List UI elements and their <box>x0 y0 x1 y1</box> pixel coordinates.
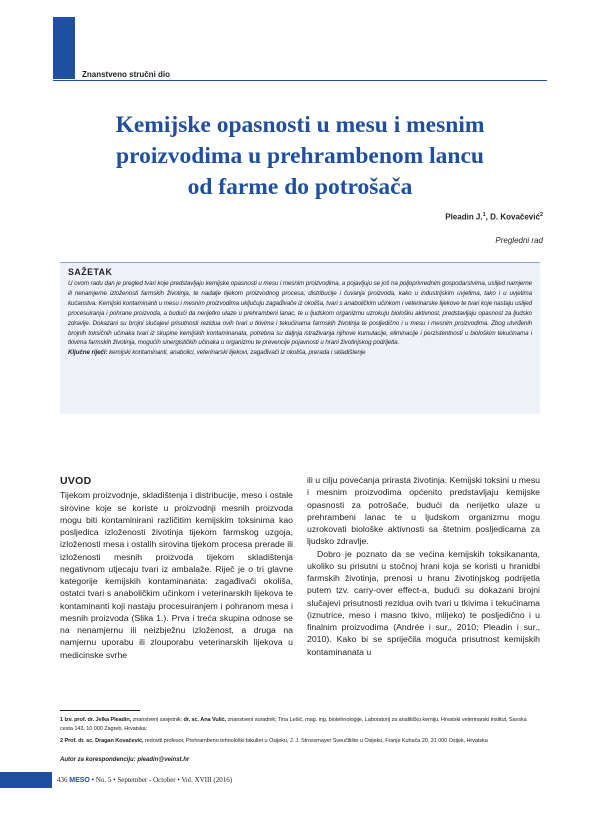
page-number: 436 <box>57 776 68 784</box>
footnote-rule <box>60 710 140 711</box>
paper-type: Pregledni rad <box>495 236 543 245</box>
keywords <box>68 348 532 358</box>
footnote-2 <box>60 737 540 746</box>
author-2: D. Kovačević <box>490 212 540 222</box>
journal-name: MESO <box>69 777 90 784</box>
title-line: Kemijske opasnosti u mesu i mesnim <box>115 112 485 138</box>
corresponding-author: Autor za korespondenciju: pleadin@veinst.hr <box>60 757 190 763</box>
issue-info: • No. 5 • September - October • Vol. XVIII (2016) <box>89 776 233 784</box>
keywords-label: Ključne riječi: <box>68 349 108 357</box>
body-column-left <box>60 474 293 661</box>
footer-accent-bar <box>0 772 52 788</box>
title-line: proizvodima u prehrambenom lancu <box>116 143 484 169</box>
author-separator: , <box>485 212 491 222</box>
abstract-text: U ovom radu dan je pregled tvari koje predstavljaju kemijske opasnosti u mesu i mesnim proizvodima, a pojavljuju se još na poljoprivrednim gospodarstvima, uslijed namjerne ili nenamjerne izloženosti farmskih životinja, te nadalje tijekom proizvodnog procesa, distribucije i čuvanja proizvoda, kako u industrijskim uvjetima, tako i u uvjetima kućanstva. Kemijski kontaminanti u mesu i mesnim proizvodima uključuju zagađivače iz okoliša, tvari s anaboličkim učinkom i veterinarske lijekove te tvari koje nastaju uslijed procesuiranja i pohrane proizvoda, a budući da nerijetko ulaze u prehrambeni lanac, te u ljudskom organizmu uzrokuju biološku aktivnost, predstavljaju opasnost za ljudsko zdravlje. Dokazani su brojni slučajevi prisutnosti rezidua ovih tvari u tkivima i tekućinama farmskih životinja te posljedično i u mesu i mesnim proizvodima. Zbog utvrđenih brojnih toksičnih učinaka tvari iz skupine kemijskih kontaminanata, potrebna su daljnja istraživanja njihove kumulacije, eliminacije i perzistentnosti u biološkim tekućinama i tkivima farmskih životinja, mogućih sinergističkih učinaka u organizmu te prevencije pojavnosti u hrani životinjskog podrijetla. <box>68 280 532 347</box>
paragraph: Dobro je poznato da se većina kemijskih toksikananta, ukoliko su prisutni u stočnoj hrani koja se koristi u hranidbi farmskih životinja, prenosi u hranu životinjskog podrijetla putem tzv. carry-over effect-a, budući su dokazani brojni slučajevi prisutnosti rezidua ovih tvari u tkivima i tekućinama (iznutrice, meso i masno tkivo, mlijeko) te posljedično i u finalnim proizvodima (Andrée i sur., 2010; Pleadin i sur., 2010). Kako bi se spriječila moguća prisutnost kemijskih kontaminanata u <box>307 548 540 657</box>
footnote-1-text: znanstveni savjetnik; <box>131 717 184 723</box>
header-accent-bar <box>53 17 75 79</box>
footnote-1-name: 1 Izv. prof. dr. Jelka Pleadin, <box>60 717 132 723</box>
keywords-list: kemijski kontaminanti, anabolici, veterinarski lijekovi, zagađivači iz okoliša, prerada i skladištenje <box>107 349 366 357</box>
header-rule <box>53 80 547 81</box>
author-1: Pleadin J. <box>445 212 483 222</box>
title-line: od farme do potrošača <box>187 174 413 200</box>
author-1-affiliation: 1 <box>482 212 486 218</box>
footnote-1-name-2: dr. sc. Ana Vulić, <box>183 717 227 723</box>
page-footer <box>57 776 232 784</box>
author-2-affiliation: 2 <box>539 212 543 218</box>
footnote-2-name: 2 Prof. dr. sc. Dragan Kovačević, <box>60 738 144 744</box>
section-heading: UVOD <box>60 475 92 487</box>
paragraph: Tijekom proizvodnje, skladištenja i distribucije, meso i ostale sirovine koje se koriste u proizvodnji mesnih proizvoda mogu biti kontaminirani različitim kemijskim toksinima kao posljedica izloženosti životinja tijekom farmskog uzgoja, izloženosti mesa i ostalih sirovina tijekom procesa prerade ili izloženosti mesnih proizvoda tijekom skladištenja negativnom utjecaju tvari iz ambalaže. Riječ je o tri glavne kategorije kemijskih kontaminanata: zagađivači okoliša, ostatci tvari s anaboličkim učinkom i veterinarskih lijekova te kontaminanti koji nastaju procesuiranjem i pohranom mesa i mesnih proizvoda (Slika 1.). Prva i treća skupina odnose se na nenamjernu ili neizbježnu izloženost, a druga na namjernu uporabu ili zlouporabu veterinarskih lijekova u medicinske svrhe <box>60 490 293 660</box>
body-column-right <box>307 474 540 658</box>
footnote-1 <box>60 716 540 733</box>
article-title <box>60 110 540 203</box>
authors <box>445 212 543 222</box>
paragraph: ili u cilju povećanja prirasta životinja. Kemijski toksini u mesu i mesnim proizvodima općenito predstavljaju kemijske opasnosti za potrošače, budući da nerijetko ulaze u prehrambeni lanac te u ljudskom organizmu mogu uzrokovati biološke aktivnosti sa štetnim posljedicama za ljudsko zdravlje. <box>307 475 540 547</box>
abstract-box <box>60 262 540 414</box>
footnote-1-text-2: znanstveni suradnik; Tina Lešić, mag. ing. biotehnologije, Laboratorij za analitičku kemiju, Hrvatski veterinarski institut, Savska cesta 143, 10 000 Zagreb, Hrvatska; <box>60 717 527 732</box>
abstract-heading: SAŽETAK <box>68 267 113 277</box>
footnote-2-text: redoviti profesor, Prehrambeno tehnološki fakultet u Osijeku, J. J. Strossmayer Sveučilište u Osijeku, Franje Kuhača 20, 31 000 Osijek, Hrvatska <box>143 738 488 744</box>
section-label: Znanstveno stručni dio <box>82 70 171 79</box>
